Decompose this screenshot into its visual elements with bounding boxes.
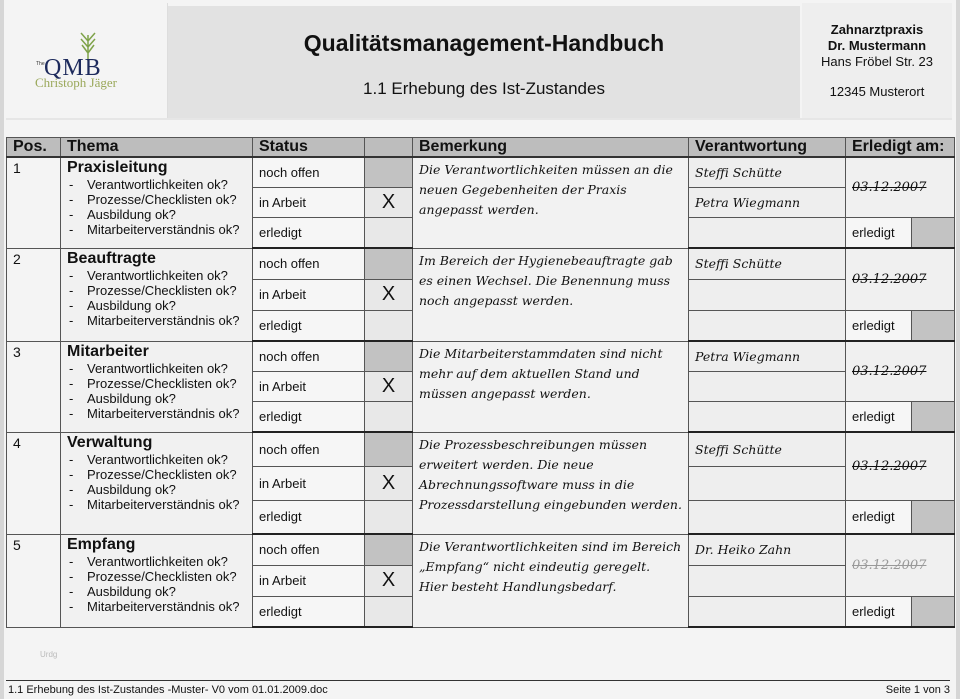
checklist [67, 452, 246, 512]
checklist-item: - Prozesse/Checklisten ok? [67, 283, 246, 298]
footer-page-number: Seite 1 von 3 [885, 684, 950, 696]
completion-date: 03.12.2007 [846, 432, 955, 500]
col-mark [365, 138, 413, 158]
status-done[interactable]: erledigt [253, 596, 365, 627]
responsible-secondary [689, 565, 846, 596]
done-label: erledigt [846, 500, 912, 534]
done-label: erledigt [846, 310, 912, 341]
checklist-item: - Mitarbeiterverständnis ok? [67, 406, 246, 421]
col-status: Status [253, 138, 365, 158]
practice-name: Zahnarztpraxis [830, 22, 924, 37]
status-in-progress-checkbox[interactable]: X [365, 372, 413, 402]
checklist [67, 554, 246, 614]
table-row [7, 432, 955, 466]
responsible-secondary [689, 372, 846, 402]
status-table [6, 137, 955, 628]
responsible-primary: Petra Wiegmann [689, 341, 846, 372]
doctor-name: Dr. Mustermann [827, 38, 927, 53]
done-checkbox[interactable] [912, 310, 955, 341]
checklist-item: - Ausbildung ok? [67, 584, 246, 599]
table-row [7, 341, 955, 372]
city: 12345 Musterort [829, 84, 925, 99]
footnote: Urdg [40, 650, 58, 659]
col-pos: Pos. [7, 138, 61, 158]
checklist-item: - Verantwortlichkeiten ok? [67, 452, 246, 467]
done-checkbox[interactable] [912, 218, 955, 249]
remark-text: Die Prozessbeschreibungen müssen erweitert werden. Die neue Abrechnungssoftware muss in die Prozessdarstellung eingebunden werden. [413, 432, 689, 534]
row-topic [61, 157, 253, 248]
title-block [168, 6, 800, 119]
checklist-item: - Ausbildung ok? [67, 482, 246, 497]
status-in-progress-checkbox[interactable]: X [365, 466, 413, 500]
status-in-progress[interactable]: in Arbeit [253, 565, 365, 596]
status-open-checkbox[interactable] [365, 248, 413, 279]
status-done-checkbox[interactable] [365, 402, 413, 433]
status-in-progress-checkbox[interactable]: X [365, 188, 413, 218]
checklist [67, 361, 246, 421]
checklist-item: - Mitarbeiterverständnis ok? [67, 497, 246, 512]
status-open[interactable]: noch offen [253, 248, 365, 279]
status-done-checkbox[interactable] [365, 310, 413, 341]
row-topic [61, 248, 253, 341]
status-open-checkbox[interactable] [365, 341, 413, 372]
topic-title: Mitarbeiter [67, 342, 149, 360]
status-done-checkbox[interactable] [365, 500, 413, 534]
table-header-row [7, 138, 955, 158]
col-thema: Thema [61, 138, 253, 158]
col-verantwortung: Verantwortung [689, 138, 846, 158]
row-topic [61, 341, 253, 432]
completion-date: 03.12.2007 [846, 248, 955, 310]
address-block [802, 3, 952, 119]
status-in-progress[interactable]: in Arbeit [253, 279, 365, 310]
status-done-checkbox[interactable] [365, 218, 413, 249]
responsible-empty [689, 310, 846, 341]
done-label: erledigt [846, 596, 912, 627]
status-in-progress-checkbox[interactable]: X [365, 565, 413, 596]
checklist-item: - Verantwortlichkeiten ok? [67, 268, 246, 283]
status-done-checkbox[interactable] [365, 596, 413, 627]
checklist-item: - Ausbildung ok? [67, 207, 246, 222]
done-checkbox[interactable] [912, 402, 955, 433]
status-open-checkbox[interactable] [365, 534, 413, 565]
row-position: 4 [7, 432, 61, 534]
topic-title: Praxisleitung [67, 159, 168, 176]
done-label: erledigt [846, 218, 912, 249]
status-in-progress[interactable]: in Arbeit [253, 188, 365, 218]
status-in-progress[interactable]: in Arbeit [253, 372, 365, 402]
responsible-primary: Dr. Heiko Zahn [689, 534, 846, 565]
status-open[interactable]: noch offen [253, 432, 365, 466]
row-position: 1 [7, 157, 61, 248]
status-done[interactable]: erledigt [253, 402, 365, 433]
row-position: 3 [7, 341, 61, 432]
checklist [67, 268, 246, 328]
completion-date: 03.12.2007 [846, 534, 955, 596]
status-open[interactable]: noch offen [253, 534, 365, 565]
row-topic [61, 432, 253, 534]
status-in-progress[interactable]: in Arbeit [253, 466, 365, 500]
checklist-item: - Prozesse/Checklisten ok? [67, 467, 246, 482]
row-position: 5 [7, 534, 61, 627]
responsible-primary: Steffi Schütte [689, 157, 846, 188]
document-page [4, 0, 956, 699]
row-position: 2 [7, 248, 61, 341]
footer-filename: 1.1 Erhebung des Ist-Zustandes -Muster- V0 vom 01.01.2009.doc [8, 684, 328, 696]
checklist-item: - Mitarbeiterverständnis ok? [67, 222, 246, 237]
header-divider [6, 118, 952, 120]
table-row [7, 248, 955, 279]
checklist-item: - Verantwortlichkeiten ok? [67, 361, 246, 376]
responsible-primary: Steffi Schütte [689, 432, 846, 466]
done-checkbox[interactable] [912, 500, 955, 534]
table-row [7, 157, 955, 188]
status-done[interactable]: erledigt [253, 500, 365, 534]
status-open[interactable]: noch offen [253, 341, 365, 372]
table-row [7, 534, 955, 565]
remark-text: Die Mitarbeiterstammdaten sind nicht mehr auf dem aktuellen Stand und müssen angepasst werden. [413, 341, 689, 432]
responsible-secondary [689, 466, 846, 500]
footer-divider [6, 680, 950, 681]
status-done[interactable]: erledigt [253, 310, 365, 341]
checklist-item: - Verantwortlichkeiten ok? [67, 554, 246, 569]
document-header [4, 3, 956, 119]
page-title: Qualitätsmanagement-Handbuch [303, 30, 665, 56]
completion-date: 03.12.2007 [846, 157, 955, 218]
responsible-secondary [689, 279, 846, 310]
responsible-empty [689, 218, 846, 249]
responsible-primary: Steffi Schütte [689, 248, 846, 279]
responsible-empty [689, 596, 846, 627]
checklist-item: - Prozesse/Checklisten ok? [67, 569, 246, 584]
remark-text: Die Verantwortlichkeiten sind im Bereich „Empfang“ nicht eindeutig geregelt. Hier besteht Handlungsbedarf. [413, 534, 689, 627]
street: Hans Fröbel Str. 23 [821, 54, 933, 69]
responsible-empty [689, 500, 846, 534]
remark-text: Im Bereich der Hygienebeauftragte gab es einen Wechsel. Die Benennung muss noch angepasst werden. [413, 248, 689, 341]
logo-the: The [36, 61, 45, 67]
done-checkbox[interactable] [912, 596, 955, 627]
responsible-empty [689, 402, 846, 433]
logo-name: Christoph Jäger [35, 75, 117, 90]
completion-date: 03.12.2007 [846, 341, 955, 402]
page-subtitle: 1.1 Erhebung des Ist-Zustandes [363, 79, 605, 98]
topic-title: Beauftragte [67, 249, 156, 267]
company-logo [6, 3, 168, 119]
row-topic [61, 534, 253, 627]
checklist-item: - Prozesse/Checklisten ok? [67, 192, 246, 207]
col-erledigt-am: Erledigt am: [846, 138, 955, 158]
logo-brand: QMB [44, 55, 102, 81]
responsible-secondary: Petra Wiegmann [689, 188, 846, 218]
checklist-item: - Ausbildung ok? [67, 298, 246, 313]
col-bemerkung: Bemerkung [413, 138, 689, 158]
checklist-item: - Mitarbeiterverständnis ok? [67, 313, 246, 328]
topic-title: Empfang [67, 535, 136, 553]
status-done[interactable]: erledigt [253, 218, 365, 249]
done-label: erledigt [846, 402, 912, 433]
status-open-checkbox[interactable] [365, 432, 413, 466]
checklist [67, 177, 246, 237]
topic-title: Verwaltung [67, 433, 153, 451]
checklist-item: - Prozesse/Checklisten ok? [67, 376, 246, 391]
checklist-item: - Verantwortlichkeiten ok? [67, 177, 246, 192]
status-open[interactable]: noch offen [253, 157, 365, 188]
status-open-checkbox[interactable] [365, 157, 413, 188]
remark-text: Die Verantwortlichkeiten müssen an die neuen Gegebenheiten der Praxis angepasst werden. [413, 157, 689, 248]
checklist-item: - Mitarbeiterverständnis ok? [67, 599, 246, 614]
checklist-item: - Ausbildung ok? [67, 391, 246, 406]
status-in-progress-checkbox[interactable]: X [365, 279, 413, 310]
